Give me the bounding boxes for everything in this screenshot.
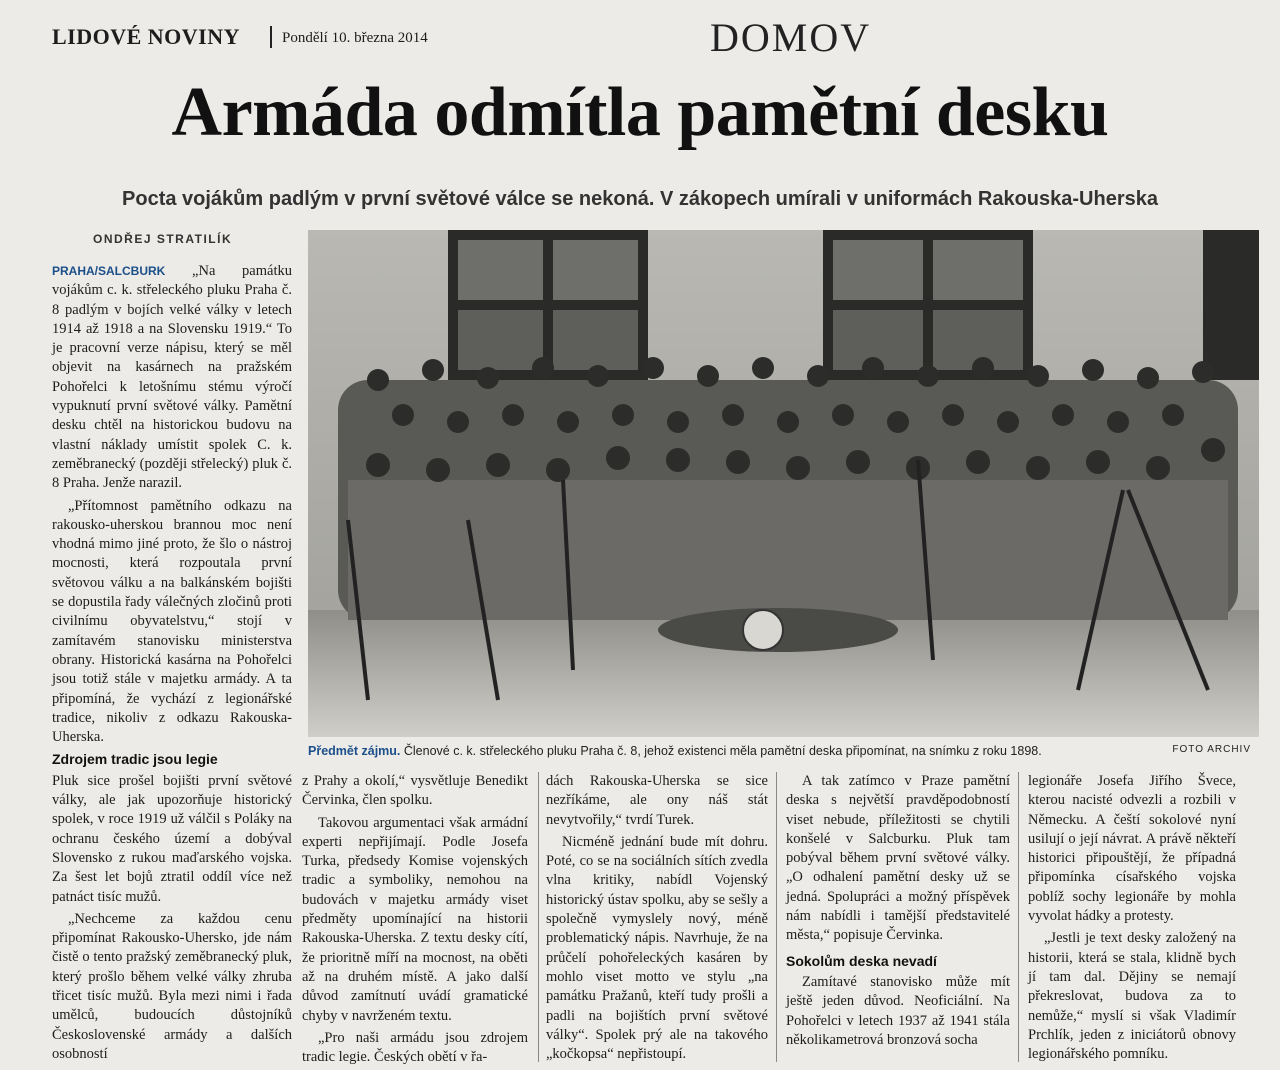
article-column-1 — [52, 262, 292, 1067]
caption-lead: Předmět zájmu. — [308, 744, 401, 758]
photo-credit: FOTO ARCHIV — [1172, 744, 1251, 755]
photo-caption — [308, 744, 1259, 764]
paragraph: z Prahy a okolí,“ vysvětluje Benedikt Červinka, člen spolku. — [302, 773, 528, 809]
paragraph: A tak zatímco v Praze pamětní deska s největší pravděpodobností viset nebude, příležitosti se chytili konšelé v Salcburku. Pluk tam pobýval během první světové války. „O odhalení pamětní desky už se jedná. Spolupráci a možný příspěvek nám nabídli i tamější představitelé města,“ popisuje Červinka. — [786, 773, 1010, 944]
subtitle-heading: Sokolům deska nevadí — [786, 952, 937, 969]
headline: Armáda odmítla pamětní desku — [171, 74, 1109, 151]
paragraph: Zamítavé stanovisko může mít ještě jeden důvod. Neoficiální. Na Pohořelci v letech 1937 až 1941 stála několikametrová bronzová socha — [786, 973, 1010, 1048]
paragraph: legionáře Josefa Jiřího Švece, kterou nacisté odvezli a rozbili v Německu. A čeští sokolové nyní usilují o její návrat. A právě někteří historici připouštějí, že případná připomínka císařského vojska poblíž sochy legionáře by mohla vyvolat hádky a protesty. — [1028, 773, 1236, 925]
paragraph: „Přítomnost pamětního odkazu na rakousko-uherskou brannou moc není vhodná mimo jiné proto, že šlo o nástroj mocnosti, která rozpoutala první světovou válku a na balkánském bojišti se dopustila řady válečných zločinů proti civilnímu obyvatelstvu,“ stojí v zamítavém stanovisku ministerstva obrany. Historická kasárna na Pohořelci jsou totiž stále v majetku armády. A ta připomíná, že vychází z legionářské tradice, nikoliv z odkazu Rakouska-Uherska. — [52, 497, 292, 746]
paragraph: dách Rakouska-Uherska se sice nezříkáme, ale ony náš stát nevytvořily,“ tvrdí Turek. — [546, 773, 768, 828]
paragraph: Nicméně jednání bude mít dohru. Poté, co se na sociálních sítích zvedla vlna kritiky, nabídl Vojenský historický ústav spolku, aby se sešly a společně vymyslely nový, méně problematický nápis. Navrhuje, že na průčelí pohořeleckých kasáren by mohlo viset motto ve stylu „na památku Pražanů, kteří tudy prošli a padli na bojištích první světové války“. Spolek prý ale na takového „kočkopsa“ nepřistoupí. — [546, 833, 768, 1063]
paragraph: PRAHA/SALCBURK „Na památku vojákům c. k. střeleckého pluku Praha č. 8 padlým v bojích velké války v letech 1914 až 1918 a na Slovensku 1919.“ To je pracovní verze nápisu, který se měl objevit na kasárnech na pražském Pohořelci k letošnímu stému výročí vypuknutí první světové války. Pamětní desku chtěl na historickou budovu na vlastní náklady umístit spolek C. k. zeměbranecký (později střelecký) pluk č. 8 Praha. Jenže narazil. — [52, 263, 292, 492]
subheadline: Pocta vojákům padlým v první světové válce se nekoná. V zákopech umírali v uniformách Rakouska-Uherska — [122, 188, 1158, 210]
soldiers-group-photo-illustration — [308, 230, 1259, 737]
paragraph: Pluk sice prošel bojišti první světové války, ale jak upozorňuje historický spolek, v roce 1919 už válčil s Poláky na ochranu českého území a dobýval Slovensko z rukou maďarského vojska. Za šest let bojů ztratil oddíl více než patnáct tisíc mužů. — [52, 772, 292, 905]
subtitle-heading: Zdrojem tradic jsou legie — [52, 751, 218, 768]
masthead — [52, 15, 1252, 60]
masthead-separator — [270, 26, 272, 48]
column-divider — [1018, 772, 1019, 1062]
paragraph: „Pro naši armádu jsou zdrojem tradic legie. Českých obětí v řa- — [302, 1029, 528, 1066]
article-column-5 — [1028, 772, 1236, 1067]
section-title: DOMOV — [710, 15, 872, 60]
column-divider — [776, 772, 777, 1062]
dateline: PRAHA/SALCBURK — [52, 264, 166, 278]
paragraph: „Jestli je text desky založený na historii, která se stala, klidně bych jí tam dal. Dějiny se nemají překreslovat, budova za to nemůže,“ myslí si však Vladimír Prchlík, jeden z iniciátorů obnovy legionářského pomníku. — [1028, 930, 1236, 1063]
paragraph: Takovou argumentaci však armádní experti nepřijímají. Podle Josefa Turka, předsedy Komise vojenských tradic a symboliky, nemohou na budovách v majetku armády viset předměty upomínající na historii Rakouska-Uherska. Z textu desky cítí, že prioritně míří na mocnost, na oběti až na druhém místě. A jako další důvod zamítnutí uvádí gramatické chyby v navrženém textu. — [302, 814, 528, 1024]
byline: ONDŘEJ STRATILÍK — [93, 232, 233, 246]
newspaper-name: LIDOVÉ NOVINY — [52, 24, 241, 49]
article-column-4 — [786, 772, 1010, 1053]
paragraph: „Nechceme za každou cenu připomínat Rakousko-Uhersko, jde nám čistě o tento pražský zeměbranecký pluk, který prošlo během velké války zhruba třicet tisíc mužů. Byla mezi nimi i řada umělců, budoucích důstojníků Československé armády a dalších osobností — [52, 910, 292, 1062]
archive-group-photo — [308, 230, 1259, 737]
article-column-3 — [546, 772, 768, 1067]
caption-text: Členové c. k. střeleckého pluku Praha č. 8, jehož existenci měla pamětní deska připomínat, na snímku z roku 1898. — [403, 744, 1042, 758]
column-divider — [538, 772, 539, 1062]
issue-date: Pondělí 10. března 2014 — [282, 30, 428, 46]
article-column-2 — [302, 772, 528, 1070]
